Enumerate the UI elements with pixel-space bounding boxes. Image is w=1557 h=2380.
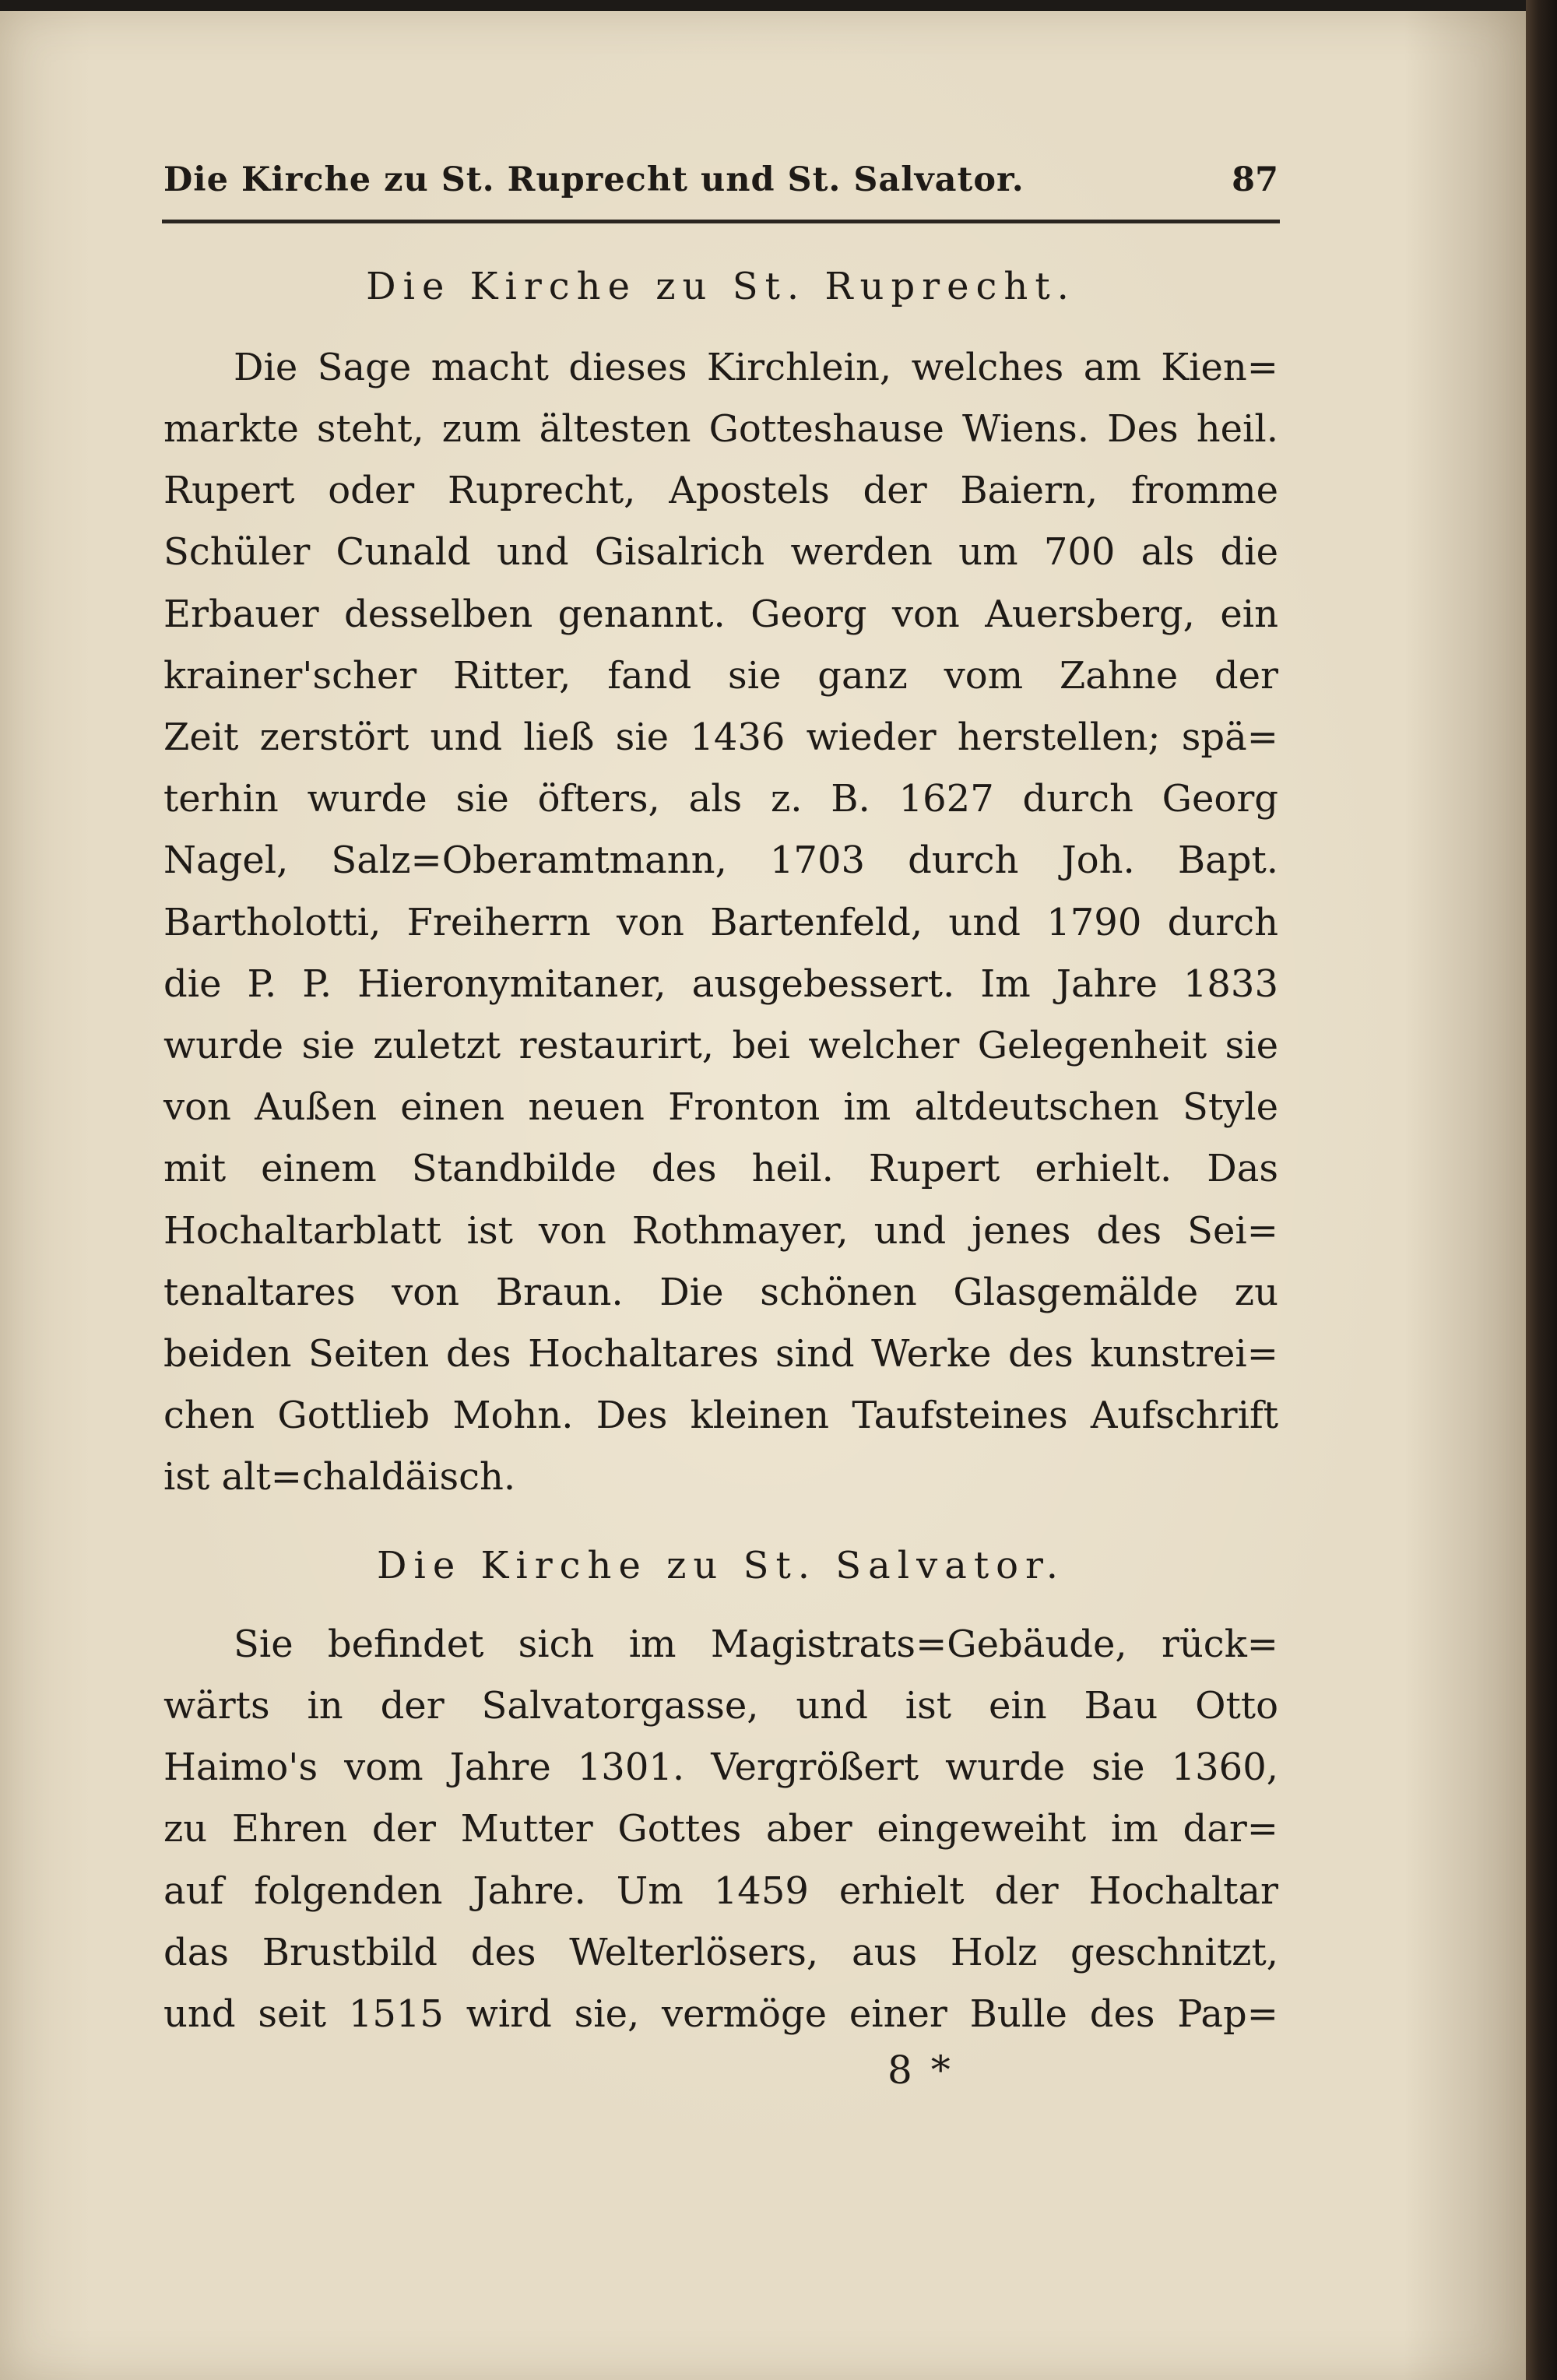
running-head-title: Die Kirche zu St. Ruprecht und St. Salvator. [163,160,1025,199]
text-line: tenaltares von Braun. Die schönen Glasgemälde zu [163,1271,1278,1314]
text-line: beiden Seiten des Hochaltares sind Werke des kunstrei= [163,1332,1278,1376]
signature-mark: 8 * [887,2048,954,2093]
text-line: Rupert oder Ruprecht, Apostels der Baiern, fromme [163,469,1278,512]
text-line: mit einem Standbilde des heil. Rupert erhielt. Das [163,1147,1278,1190]
text-line: auf folgenden Jahre. Um 1459 erhielt der Hochaltar [163,1869,1278,1913]
text-line: die P. P. Hieronymitaner, ausgebessert. Im Jahre 1833 [163,962,1278,1006]
section-heading-ruprecht: Die Kirche zu St. Ruprecht. [366,265,1076,308]
text-line: krainer'scher Ritter, fand sie ganz vom Zahne der [163,654,1278,698]
text-line: und seit 1515 wird sie, vermöge einer Bulle des Pap= [163,1992,1278,2036]
text-line: Haimo's vom Jahre 1301. Vergrößert wurde sie 1360, [163,1745,1278,1789]
text-line: ist alt=chaldäisch. [163,1455,516,1499]
text-line: wärts in der Salvatorgasse, und ist ein Bau Otto [163,1684,1278,1728]
running-header [163,160,1278,207]
text-line: Nagel, Salz=Oberamtmann, 1703 durch Joh. Bapt. [163,838,1278,882]
section-heading-salvator: Die Kirche zu St. Salvator. [377,1544,1065,1587]
book-spine-edge [1526,0,1557,2380]
text-line: Sie befindet sich im Magistrats=Gebäude, rück= [234,1622,1278,1666]
text-line: chen Gottlieb Mohn. Des kleinen Taufsteines Aufschrift [163,1394,1278,1437]
text-line: von Außen einen neuen Fronton im altdeutschen Style [163,1085,1278,1129]
page-number: 87 [1232,160,1278,199]
text-line: terhin wurde sie öfters, als z. B. 1627 durch Georg [163,777,1278,821]
text-line: Erbauer desselben genannt. Georg von Auersberg, ein [163,592,1278,636]
text-line: zu Ehren der Mutter Gottes aber eingeweiht im dar= [163,1807,1278,1851]
text-line: Hochaltarblatt ist von Rothmayer, und jenes des Sei= [163,1209,1278,1253]
text-line: Die Sage macht dieses Kirchlein, welches am Kien= [234,346,1278,389]
text-line: das Brustbild des Welterlösers, aus Holz geschnitzt, [163,1931,1278,1974]
text-line: wurde sie zuletzt restaurirt, bei welcher Gelegenheit sie [163,1024,1278,1067]
header-rule [162,220,1280,223]
text-line: markte steht, zum ältesten Gotteshause Wiens. Des heil. [163,407,1278,451]
text-line: Zeit zerstört und ließ sie 1436 wieder herstellen; spä= [163,715,1278,759]
text-line: Bartholotti, Freiherrn von Bartenfeld, und 1790 durch [163,901,1278,944]
text-line: Schüler Cunald und Gisalrich werden um 700 als die [163,530,1278,574]
